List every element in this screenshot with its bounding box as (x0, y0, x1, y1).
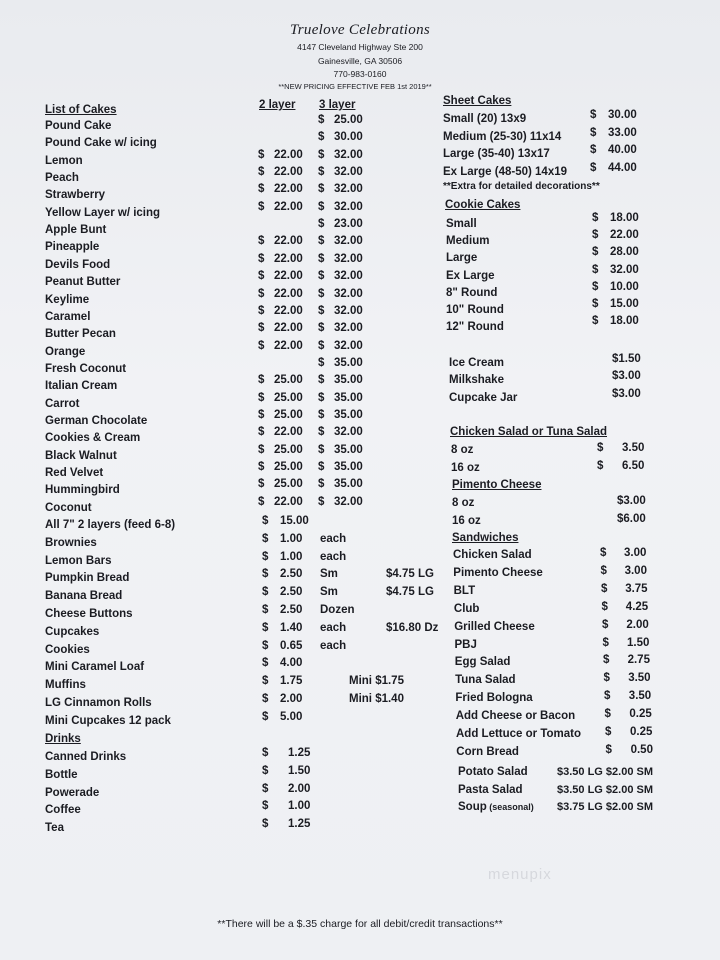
currency-symbol: $ (318, 166, 325, 178)
cookie-cake-price: 22.00 (610, 229, 639, 242)
cake-3layer-price: 32.00 (334, 183, 363, 195)
cake-3layer-price: 23.00 (334, 218, 363, 230)
currency-symbol: $ (592, 298, 599, 310)
currency-symbol: $ (318, 201, 325, 213)
currency-symbol: $ (258, 253, 265, 265)
currency-symbol: $ (592, 246, 599, 259)
currency-symbol: $ (318, 235, 325, 247)
sandwich-price: 1.50 (627, 636, 650, 649)
sandwich-name: Grilled Cheese (454, 620, 535, 633)
sandwich-price: 3.75 (625, 582, 648, 595)
currency-symbol: $ (604, 690, 611, 703)
cake-3layer-price: 32.00 (334, 149, 363, 161)
bakery-item-price: 2.00 (280, 693, 303, 705)
bakery-item-name: Mini Caramel Loaf (45, 661, 145, 673)
bakery-item-name: All 7" 2 layers (feed 6-8) (45, 519, 176, 531)
currency-symbol: $ (597, 459, 604, 472)
drink-name: Coffee (45, 804, 81, 816)
cake-3layer-price: 25.00 (334, 114, 363, 126)
sandwich-name: Corn Bread (456, 745, 519, 758)
cake-2layer-price: 25.00 (274, 374, 303, 386)
bakery-item-unit: each (320, 533, 347, 545)
currency-symbol: $ (318, 218, 325, 230)
bakery-item-price: 2.50 (280, 568, 303, 580)
drink-price: 1.50 (288, 765, 311, 777)
address-line-1: 4147 Cleveland Highway Ste 200 (297, 42, 423, 52)
bakery-item-unit: each (320, 640, 347, 652)
decoration-note: **Extra for detailed decorations** (443, 181, 600, 192)
drink-name: Tea (45, 822, 64, 834)
drink-name: Powerade (45, 787, 100, 799)
currency-symbol: $ (318, 374, 325, 386)
cake-name: Orange (45, 346, 86, 358)
currency-symbol: $ (262, 765, 269, 777)
bakery-item-name: Cookies (45, 644, 90, 656)
currency-symbol: $ (597, 442, 604, 454)
sandwich-name: PBJ (454, 638, 477, 651)
side-item-name: Soup (seasonal) (458, 801, 534, 813)
salad-size: 16 oz (451, 461, 480, 474)
cake-2layer-price: 22.00 (274, 496, 303, 508)
cake-3layer-price: 32.00 (334, 201, 363, 213)
dessert-item-price: $1.50 (612, 353, 641, 365)
currency-symbol: $ (318, 131, 325, 143)
cake-3layer-price: 32.00 (334, 426, 363, 438)
cookie-cake-price: 28.00 (610, 246, 639, 259)
cake-2layer-price: 22.00 (274, 183, 303, 195)
currency-symbol: $ (592, 212, 599, 224)
currency-symbol: $ (318, 496, 325, 508)
cake-name: Strawberry (45, 189, 106, 201)
currency-symbol: $ (318, 253, 325, 265)
cake-3layer-price: 32.00 (334, 496, 363, 508)
sandwich-price: 0.25 (630, 726, 653, 738)
dessert-item-name: Milkshake (449, 374, 504, 387)
drink-name: Canned Drinks (45, 751, 127, 763)
cake-3layer-price: 35.00 (334, 374, 363, 386)
bakery-item-name: Lemon Bars (45, 555, 112, 567)
bakery-item-price: 1.00 (280, 533, 303, 545)
currency-symbol: $ (590, 109, 597, 121)
sandwich-name: Club (453, 602, 480, 615)
cake-2layer-price: 22.00 (274, 288, 303, 300)
cake-name: Carrot (45, 398, 80, 410)
cake-name: Yellow Layer w/ icing (45, 207, 161, 219)
bakery-item-price: 1.00 (280, 551, 303, 563)
sandwich-price: 2.00 (626, 618, 649, 631)
sandwich-name: Egg Salad (454, 656, 511, 669)
cake-2layer-price: 25.00 (274, 478, 303, 490)
cookie-cake-price: 18.00 (610, 315, 639, 328)
sandwich-price: 3.50 (628, 690, 652, 703)
currency-symbol: $ (592, 263, 599, 276)
phone-number: 770-983-0160 (333, 69, 387, 79)
currency-symbol: $ (318, 461, 325, 473)
currency-symbol: $ (262, 818, 269, 830)
salad-size: 8 oz (451, 444, 474, 456)
bakery-item-alt-price: $16.80 Dz (386, 622, 439, 634)
cake-name: Cookies & Cream (45, 432, 141, 444)
currency-symbol: $ (590, 126, 597, 139)
cake-2layer-price: 22.00 (274, 201, 303, 213)
currency-symbol: $ (258, 461, 265, 473)
cake-3layer-price: 30.00 (334, 131, 363, 143)
bakery-item-price: 2.50 (280, 586, 303, 598)
cake-2layer-price: 22.00 (274, 235, 303, 247)
cake-2layer-price: 25.00 (274, 444, 303, 456)
cakes-heading: List of Cakes (45, 104, 117, 116)
cake-name: Peach (45, 172, 79, 184)
drinks-heading: Drinks (45, 733, 81, 745)
bakery-item-name: LG Cinnamon Rolls (45, 697, 152, 709)
bakery-item-name: Banana Bread (45, 590, 123, 602)
currency-symbol: $ (258, 496, 265, 508)
currency-symbol: $ (592, 229, 599, 242)
sandwich-name: Add Cheese or Bacon (455, 710, 576, 723)
currency-symbol: $ (262, 515, 269, 527)
currency-symbol: $ (262, 800, 269, 812)
currency-symbol: $ (318, 149, 325, 161)
bakery-item-unit: each (320, 622, 347, 634)
cake-3layer-price: 32.00 (334, 288, 363, 300)
drink-price: 1.00 (288, 800, 311, 812)
currency-symbol: $ (604, 708, 611, 721)
currency-symbol: $ (262, 586, 269, 598)
cake-2layer-price: 22.00 (274, 253, 303, 265)
cookie-cake-name: Medium (446, 235, 490, 248)
currency-symbol: $ (318, 114, 325, 126)
cookie-cakes-heading: Cookie Cakes (445, 199, 521, 211)
cookie-cake-name: 12" Round (446, 321, 504, 334)
currency-symbol: $ (258, 183, 265, 195)
cake-name: Hummingbird (45, 484, 120, 496)
dessert-item-name: Ice Cream (449, 357, 504, 369)
bakery-item-alt-price: $4.75 LG (386, 568, 434, 580)
currency-symbol: $ (262, 747, 269, 759)
currency-symbol: $ (318, 409, 325, 421)
bakery-item-name: Pumpkin Bread (45, 572, 130, 584)
cake-2layer-price: 22.00 (274, 305, 303, 317)
sheet-cake-name: Ex Large (48-50) 14x19 (443, 165, 568, 178)
cookie-cake-price: 10.00 (610, 280, 639, 293)
sandwich-price: 3.50 (628, 672, 651, 685)
sheet-cake-price: 33.00 (608, 126, 637, 139)
pimento-size: 16 oz (452, 514, 481, 527)
sheet-cake-name: Large (35-40) 13x17 (443, 148, 550, 160)
currency-symbol: $ (258, 409, 265, 421)
bakery-item-price: 2.50 (280, 604, 303, 616)
cake-3layer-price: 32.00 (334, 305, 363, 317)
bakery-item-unit: Dozen (320, 604, 355, 616)
bakery-item-unit: each (320, 551, 347, 563)
pimento-cheese-heading: Pimento Cheese (452, 479, 542, 491)
sandwich-name: Add Lettuce or Tomato (456, 728, 582, 740)
currency-symbol: $ (603, 672, 610, 685)
sheet-cake-price: 30.00 (608, 109, 637, 121)
cookie-cake-price: 32.00 (610, 263, 639, 276)
pimento-price: $3.00 (617, 495, 646, 507)
currency-symbol: $ (258, 392, 265, 404)
sandwich-price: 2.75 (627, 654, 650, 667)
cake-3layer-price: 35.00 (334, 357, 363, 369)
side-item-price: $3.75 LG $2.00 SM (557, 801, 653, 813)
sandwich-name: Tuna Salad (455, 674, 516, 687)
sandwich-name: Fried Bologna (455, 692, 533, 705)
cake-name: Red Velvet (45, 467, 104, 479)
cake-2layer-price: 22.00 (274, 166, 303, 178)
cake-name: German Chocolate (45, 415, 148, 427)
bakery-item-name: Cupcakes (45, 626, 100, 638)
currency-symbol: $ (258, 235, 265, 247)
drink-price: 1.25 (288, 747, 311, 759)
chicken-salad-heading: Chicken Salad or Tuna Salad (450, 426, 607, 438)
sandwich-name: BLT (453, 584, 476, 597)
bakery-item-price: 15.00 (280, 515, 309, 527)
currency-symbol: $ (592, 315, 599, 328)
cake-name: Devils Food (45, 259, 111, 271)
cake-name: Butter Pecan (45, 328, 116, 340)
pimento-price: $6.00 (617, 512, 646, 525)
sandwich-name: Chicken Salad (453, 549, 532, 561)
currency-symbol: $ (318, 305, 325, 317)
currency-symbol: $ (258, 340, 265, 352)
currency-symbol: $ (600, 564, 607, 577)
cake-name: Fresh Coconut (45, 363, 127, 375)
cake-name: Pound Cake w/ icing (45, 137, 157, 149)
cake-3layer-price: 35.00 (334, 478, 363, 490)
currency-symbol: $ (318, 183, 325, 195)
currency-symbol: $ (318, 270, 325, 282)
bakery-item-price: 1.40 (280, 622, 303, 634)
currency-symbol: $ (601, 600, 608, 613)
currency-symbol: $ (262, 640, 269, 652)
sandwich-price: 3.00 (624, 547, 647, 559)
sandwich-price: 4.25 (625, 600, 649, 613)
cookie-cake-price: 15.00 (610, 298, 639, 310)
sandwiches-heading: Sandwiches (452, 532, 519, 544)
currency-symbol: $ (605, 726, 612, 738)
currency-symbol: $ (258, 288, 265, 300)
currency-symbol: $ (262, 657, 269, 669)
cake-name: Apple Bunt (45, 224, 107, 236)
bakery-item-name: Muffins (45, 679, 86, 691)
bakery-item-unit: Sm (320, 586, 338, 598)
cake-name: Caramel (45, 311, 91, 323)
currency-symbol: $ (262, 533, 269, 545)
bakery-item-alt-price: Mini $1.75 (349, 675, 404, 687)
three-layer-heading: 3 layer (319, 99, 356, 111)
cookie-cake-name: 8" Round (446, 286, 498, 299)
business-name: Truelove Celebrations (289, 22, 431, 38)
cake-3layer-price: 32.00 (334, 270, 363, 282)
currency-symbol: $ (318, 478, 325, 490)
bakery-item-alt-price: Mini $1.40 (349, 693, 404, 705)
cookie-cake-price: 18.00 (610, 212, 639, 224)
cake-3layer-price: 32.00 (334, 340, 363, 352)
bakery-item-price: 4.00 (280, 657, 303, 669)
currency-symbol: $ (590, 144, 597, 156)
currency-symbol: $ (602, 636, 609, 649)
currency-symbol: $ (262, 675, 269, 687)
cake-3layer-price: 32.00 (334, 253, 363, 265)
currency-symbol: $ (262, 551, 269, 563)
currency-symbol: $ (262, 783, 269, 795)
currency-symbol: $ (318, 444, 325, 456)
sheet-cake-name: Small (20) 13x9 (443, 113, 527, 125)
currency-symbol: $ (600, 547, 607, 559)
currency-symbol: $ (258, 322, 265, 334)
currency-symbol: $ (601, 582, 608, 595)
dessert-item-price: $3.00 (612, 370, 641, 383)
cake-name: Peanut Butter (45, 276, 121, 288)
drink-price: 1.25 (288, 818, 311, 830)
cake-2layer-price: 22.00 (274, 426, 303, 438)
sheet-cake-price: 44.00 (608, 161, 637, 174)
sheet-cakes-heading: Sheet Cakes (443, 95, 512, 107)
dessert-item-price: $3.00 (612, 387, 641, 400)
cake-3layer-price: 35.00 (334, 461, 363, 473)
cake-2layer-price: 25.00 (274, 392, 303, 404)
cake-name: Italian Cream (45, 380, 118, 392)
salad-price: 3.50 (622, 442, 645, 454)
cake-name: Pineapple (45, 241, 100, 253)
currency-symbol: $ (258, 201, 265, 213)
drink-price: 2.00 (288, 783, 311, 795)
drink-name: Bottle (45, 769, 78, 781)
currency-symbol: $ (262, 693, 269, 705)
bakery-item-name: Mini Cupcakes 12 pack (45, 715, 171, 727)
bakery-item-unit: Sm (320, 568, 338, 580)
sandwich-price: 3.00 (624, 564, 647, 577)
sheet-cake-name: Medium (25-30) 11x14 (443, 130, 562, 143)
cake-name: Lemon (45, 155, 83, 167)
currency-symbol: $ (262, 604, 269, 616)
cookie-cake-name: Small (446, 218, 477, 230)
currency-symbol: $ (318, 340, 325, 352)
currency-symbol: $ (258, 305, 265, 317)
currency-symbol: $ (258, 444, 265, 456)
currency-symbol: $ (592, 280, 599, 293)
currency-symbol: $ (318, 357, 325, 369)
currency-symbol: $ (258, 478, 265, 490)
currency-symbol: $ (318, 392, 325, 404)
cake-3layer-price: 32.00 (334, 166, 363, 178)
cake-2layer-price: 22.00 (274, 322, 303, 334)
bakery-item-price: 5.00 (280, 711, 303, 723)
pimento-size: 8 oz (452, 497, 475, 509)
address-line-2: Gainesville, GA 30506 (317, 56, 403, 66)
sheet-cake-price: 40.00 (608, 144, 637, 156)
currency-symbol: $ (258, 166, 265, 178)
side-item-name: Pasta Salad (458, 783, 523, 796)
sandwich-price: 0.25 (629, 708, 652, 721)
currency-symbol: $ (590, 161, 597, 174)
side-item-name: Potato Salad (458, 766, 528, 778)
currency-symbol: $ (258, 374, 265, 386)
cake-2layer-price: 25.00 (274, 409, 303, 421)
currency-symbol: $ (262, 711, 269, 723)
cake-3layer-price: 32.00 (334, 235, 363, 247)
currency-symbol: $ (318, 322, 325, 334)
cake-name: Coconut (45, 502, 92, 514)
bakery-item-price: 1.75 (280, 675, 303, 687)
currency-symbol: $ (262, 568, 269, 580)
cake-2layer-price: 22.00 (274, 340, 303, 352)
bakery-item-price: 0.65 (280, 640, 303, 652)
currency-symbol: $ (258, 149, 265, 161)
currency-symbol: $ (258, 426, 265, 438)
bakery-item-name: Brownies (45, 537, 97, 549)
salad-price: 6.50 (622, 459, 645, 472)
side-item-price: $3.50 LG $2.00 SM (557, 783, 653, 796)
currency-symbol: $ (602, 618, 609, 631)
sandwich-name: Pimento Cheese (453, 566, 543, 579)
bakery-item-name: Cheese Buttons (45, 608, 133, 620)
cake-name: Keylime (45, 294, 90, 306)
cookie-cake-name: Ex Large (446, 269, 495, 282)
cookie-cake-name: Large (446, 252, 478, 265)
sandwich-price: 0.50 (630, 743, 653, 756)
cake-3layer-price: 35.00 (334, 409, 363, 421)
cookie-cake-name: 10" Round (446, 304, 504, 316)
watermark: menupix (488, 866, 552, 883)
bakery-item-alt-price: $4.75 LG (386, 586, 434, 598)
cake-3layer-price: 35.00 (334, 444, 363, 456)
two-layer-heading: 2 layer (259, 99, 296, 111)
pricing-notice: **NEW PRICING EFFECTIVE FEB 1st 2019** (278, 82, 432, 91)
cake-3layer-price: 32.00 (334, 322, 363, 334)
cake-name: Black Walnut (45, 450, 117, 462)
card-fee-footer: **There will be a $.35 charge for all debit/credit transactions** (217, 918, 503, 930)
cake-2layer-price: 22.00 (274, 270, 303, 282)
currency-symbol: $ (603, 654, 610, 667)
dessert-item-name: Cupcake Jar (449, 391, 518, 404)
currency-symbol: $ (318, 288, 325, 300)
currency-symbol: $ (318, 426, 325, 438)
side-item-price: $3.50 LG $2.00 SM (557, 766, 653, 778)
cake-2layer-price: 22.00 (274, 149, 303, 161)
currency-symbol: $ (258, 270, 265, 282)
currency-symbol: $ (262, 622, 269, 634)
seasonal-qualifier: (seasonal) (486, 802, 534, 812)
currency-symbol: $ (605, 743, 612, 756)
cake-3layer-price: 35.00 (334, 392, 363, 404)
cake-name: Pound Cake (45, 120, 112, 132)
cake-2layer-price: 25.00 (274, 461, 303, 473)
